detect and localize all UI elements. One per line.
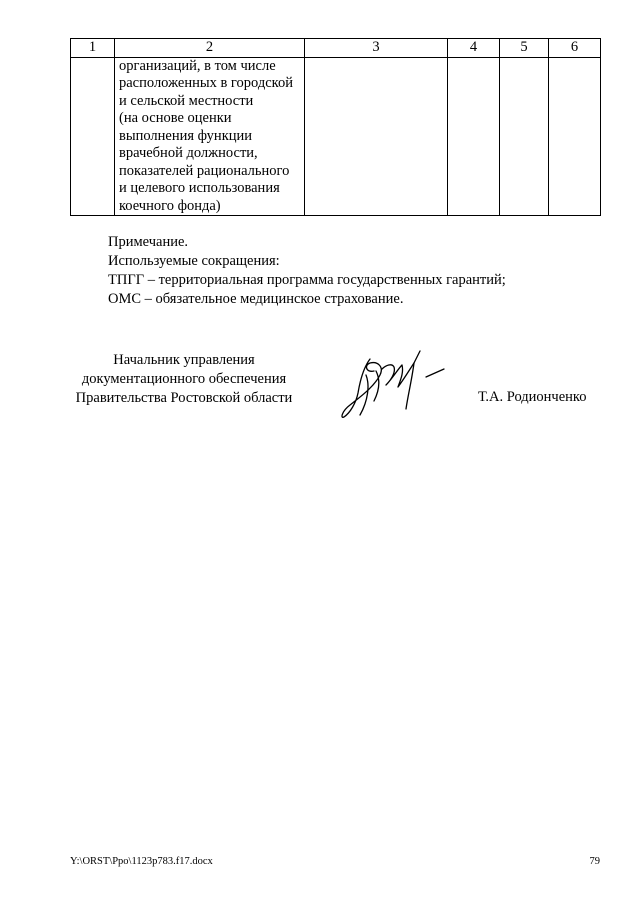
cell-line: врачебной должности, — [119, 145, 258, 161]
header-cell-1: 1 — [71, 39, 115, 58]
abbreviations-heading: Используемые сокращения: — [108, 253, 280, 269]
abbreviation-oms: ОМС – обязательное медицинское страхование. — [108, 291, 404, 307]
abbreviation-tpgg: ТПГГ – территориальная программа государственных гарантий; — [108, 272, 506, 288]
signer-title — [62, 351, 306, 408]
signer-title-line: Начальник управления — [113, 352, 255, 368]
page-number: 79 — [589, 856, 600, 867]
row-cell-2 — [115, 57, 305, 216]
note-title: Примечание. — [108, 234, 189, 250]
cell-line: выполнения функции — [119, 127, 253, 144]
signer-name: Т.А. Родионченко — [478, 389, 587, 405]
cell-line: показателей рационального — [119, 162, 290, 179]
header-cell-6: 6 — [549, 39, 601, 58]
row-cell-1 — [71, 57, 115, 216]
header-cell-2: 2 — [115, 39, 305, 58]
signer-title-line: Правительства Ростовской области — [75, 390, 293, 406]
cell-line: коечного фонда) — [119, 197, 221, 214]
cell-line: (на основе оценки — [119, 110, 232, 126]
header-cell-4: 4 — [448, 39, 500, 58]
footer-file-path: Y:\ORST\Ppo\1123p783.f17.docx — [70, 856, 213, 867]
cell-line: организаций, в том числе — [119, 57, 276, 74]
cell-line: и сельской местности — [119, 92, 254, 109]
note-block — [108, 233, 506, 309]
row-cell-5 — [500, 57, 549, 216]
row-cell-3 — [305, 57, 448, 216]
header-cell-5: 5 — [500, 39, 549, 58]
cell-line: и целевого использования — [119, 180, 280, 196]
row-cell-6 — [549, 57, 601, 216]
row-cell-4 — [448, 57, 500, 216]
signer-title-line: документационного обеспечения — [81, 371, 287, 387]
header-cell-3: 3 — [305, 39, 448, 58]
cell-line: расположенных в городской — [119, 75, 293, 91]
table-row — [71, 57, 601, 216]
table-header-row — [71, 39, 601, 58]
handwritten-signature — [340, 345, 450, 425]
data-table — [70, 38, 601, 216]
